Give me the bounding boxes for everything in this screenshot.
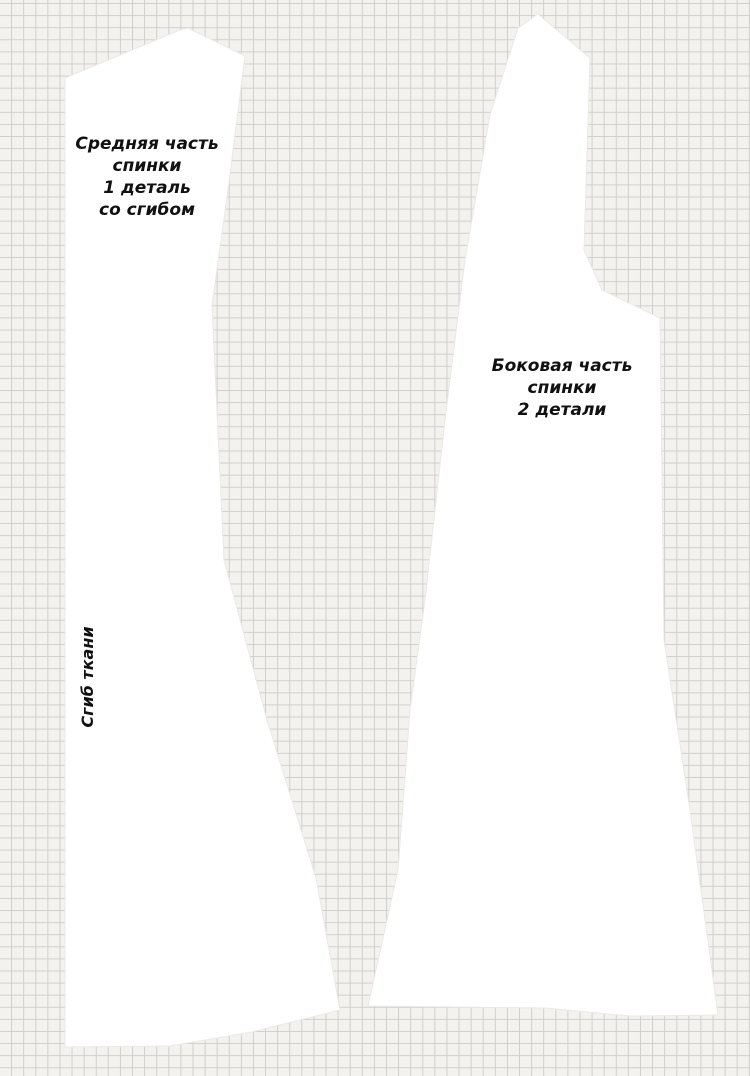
pattern-piece-back-side — [368, 14, 718, 1016]
fabric-fold-label: Сгиб ткани — [78, 626, 97, 728]
back-side-piece-label: Боковая часть спинки 2 детали — [491, 356, 633, 420]
back-center-piece-label: Средняя часть спинки 1 деталь со сгибом — [75, 134, 219, 220]
